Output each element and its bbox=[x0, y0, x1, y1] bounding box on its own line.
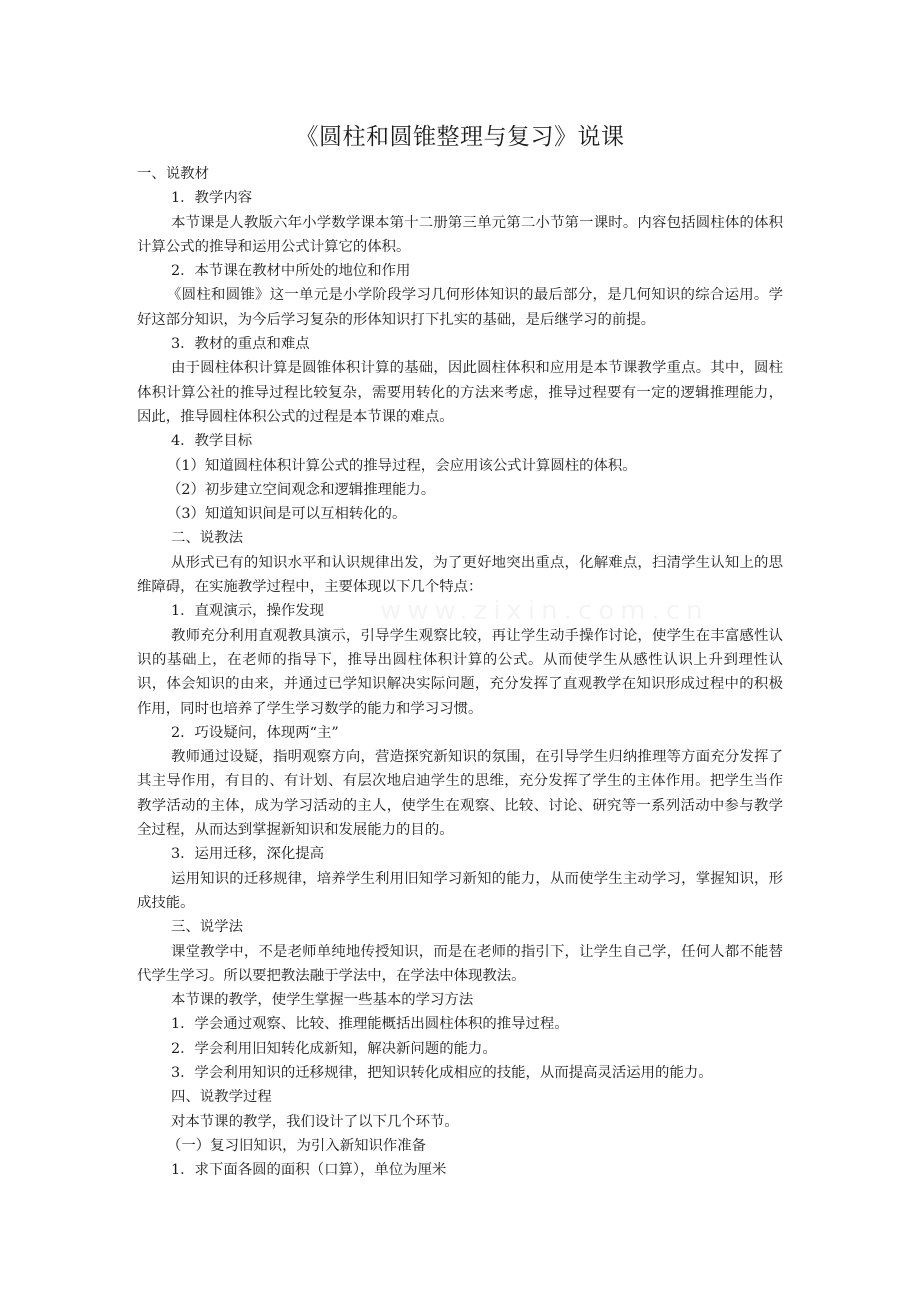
list-item: 1．求下面各圆的面积（口算），单位为厘米 bbox=[171, 1162, 447, 1179]
subheading: 1．直观演示，操作发现 bbox=[171, 603, 325, 620]
subheading: （一）复习旧知识，为引入新知识作准备 bbox=[167, 1137, 427, 1154]
body-paragraph: 本节课是人教版六年小学数学课本第十二册第三单元第二小节第一课时。内容包括圆柱体的体积计算公式的推导和运用公式计算它的体积。 bbox=[137, 214, 783, 255]
body-paragraph: 从形式已有的知识水平和认识规律出发，为了更好地突出重点，化解难点，扫清学生认知上的思维障碍，在实施教学过程中，主要体现以下几个特点： bbox=[137, 554, 783, 596]
document-title: 《圆柱和圆锥整理与复习》说课 bbox=[295, 124, 625, 150]
list-item: 2．学会利用旧知转化成新知，解决新问题的能力。 bbox=[171, 1040, 497, 1057]
body-paragraph: 教师充分利用直观教具演示，引导学生观察比较，再让学生动手操作讨论，使学生在丰富感性认识的基础上，在老师的指导下，推导出圆柱体积计算的公式。从而使学生从感性认识上升到理性认识，体会知识的由来，并通过已学知识解决实际问题，充分发挥了直观教学在知识形成过程中的积极作用，同时也培养了学生学习数学的能力和学习习惯。 bbox=[137, 627, 783, 717]
subheading: 2．巧设疑问，体现两“主” bbox=[171, 724, 339, 741]
section-heading: 四、说教学过程 bbox=[171, 1089, 272, 1106]
list-item: 3．学会利用知识的迁移规律，把知识转化成相应的技能，从而提高灵活运用的能力。 bbox=[171, 1064, 713, 1081]
body-paragraph: 本节课的教学，使学生掌握一些基本的学习方法 bbox=[171, 992, 474, 1009]
subheading: 1．教学内容 bbox=[171, 190, 253, 207]
list-item: （3）知道知识间是可以互相转化的。 bbox=[167, 506, 407, 523]
subheading: 4．教学目标 bbox=[171, 433, 253, 450]
subheading: 3．教材的重点和难点 bbox=[171, 336, 310, 353]
section-heading: 二、说教法 bbox=[171, 530, 243, 547]
section-heading: 一、说教材 bbox=[137, 166, 209, 182]
body-paragraph: 教师通过设疑，指明观察方向，营造探究新知识的氛围，在引导学生归纳推理等方面充分发挥了其主导作用，有目的、有计划、有层次地启迪学生的思维，充分发挥了学生的主体作用。把学生当作教学活动的主体，成为学习活动的主人，使学生在观察、比较、讨论、研究等一系列活动中参与教学全过程，从而达到掌握新知识和发展能力的目的。 bbox=[137, 749, 783, 839]
document-body bbox=[137, 162, 783, 1182]
list-item: 1．学会通过观察、比较、推理能概括出圆柱体积的推导过程。 bbox=[171, 1016, 569, 1033]
body-paragraph: 对本节课的教学，我们设计了以下几个环节。 bbox=[171, 1113, 459, 1130]
body-paragraph: 课堂教学中，不是老师单纯地传授知识，而是在老师的指引下，让学生自己学，任何人都不能替代学生学习。所以要把教法融于学法中，在学法中体现教法。 bbox=[137, 943, 783, 984]
list-item: （1）知道圆柱体积计算公式的推导过程，会应用该公式计算圆柱的体积。 bbox=[167, 457, 637, 474]
list-item: （2）初步建立空间观念和逻辑推理能力。 bbox=[167, 481, 436, 498]
subheading: 3．运用迁移，深化提高 bbox=[171, 846, 325, 863]
section-heading: 三、说学法 bbox=[171, 919, 243, 936]
body-paragraph: 《圆柱和圆锥》这一单元是小学阶段学习几何形体知识的最后部分，是几何知识的综合运用。学好这部分知识，为今后学习复杂的形体知识打下扎实的基础，是后继学习的前提。 bbox=[137, 287, 783, 328]
subheading: 2．本节课在教材中所处的地位和作用 bbox=[171, 263, 411, 280]
body-paragraph: 由于圆柱体积计算是圆锥体积计算的基础，因此圆柱体积和应用是本节课教学重点。其中，圆柱体积计算公社的推导过程比较复杂，需要用转化的方法来考虑，推导过程要有一定的逻辑推理能力，因此，推导圆柱体积公式的过程是本节课的难点。 bbox=[137, 360, 783, 425]
body-paragraph: 运用知识的迁移规律，培养学生利用旧知学习新知的能力，从而使学生主动学习，掌握知识，形成技能。 bbox=[137, 870, 783, 911]
